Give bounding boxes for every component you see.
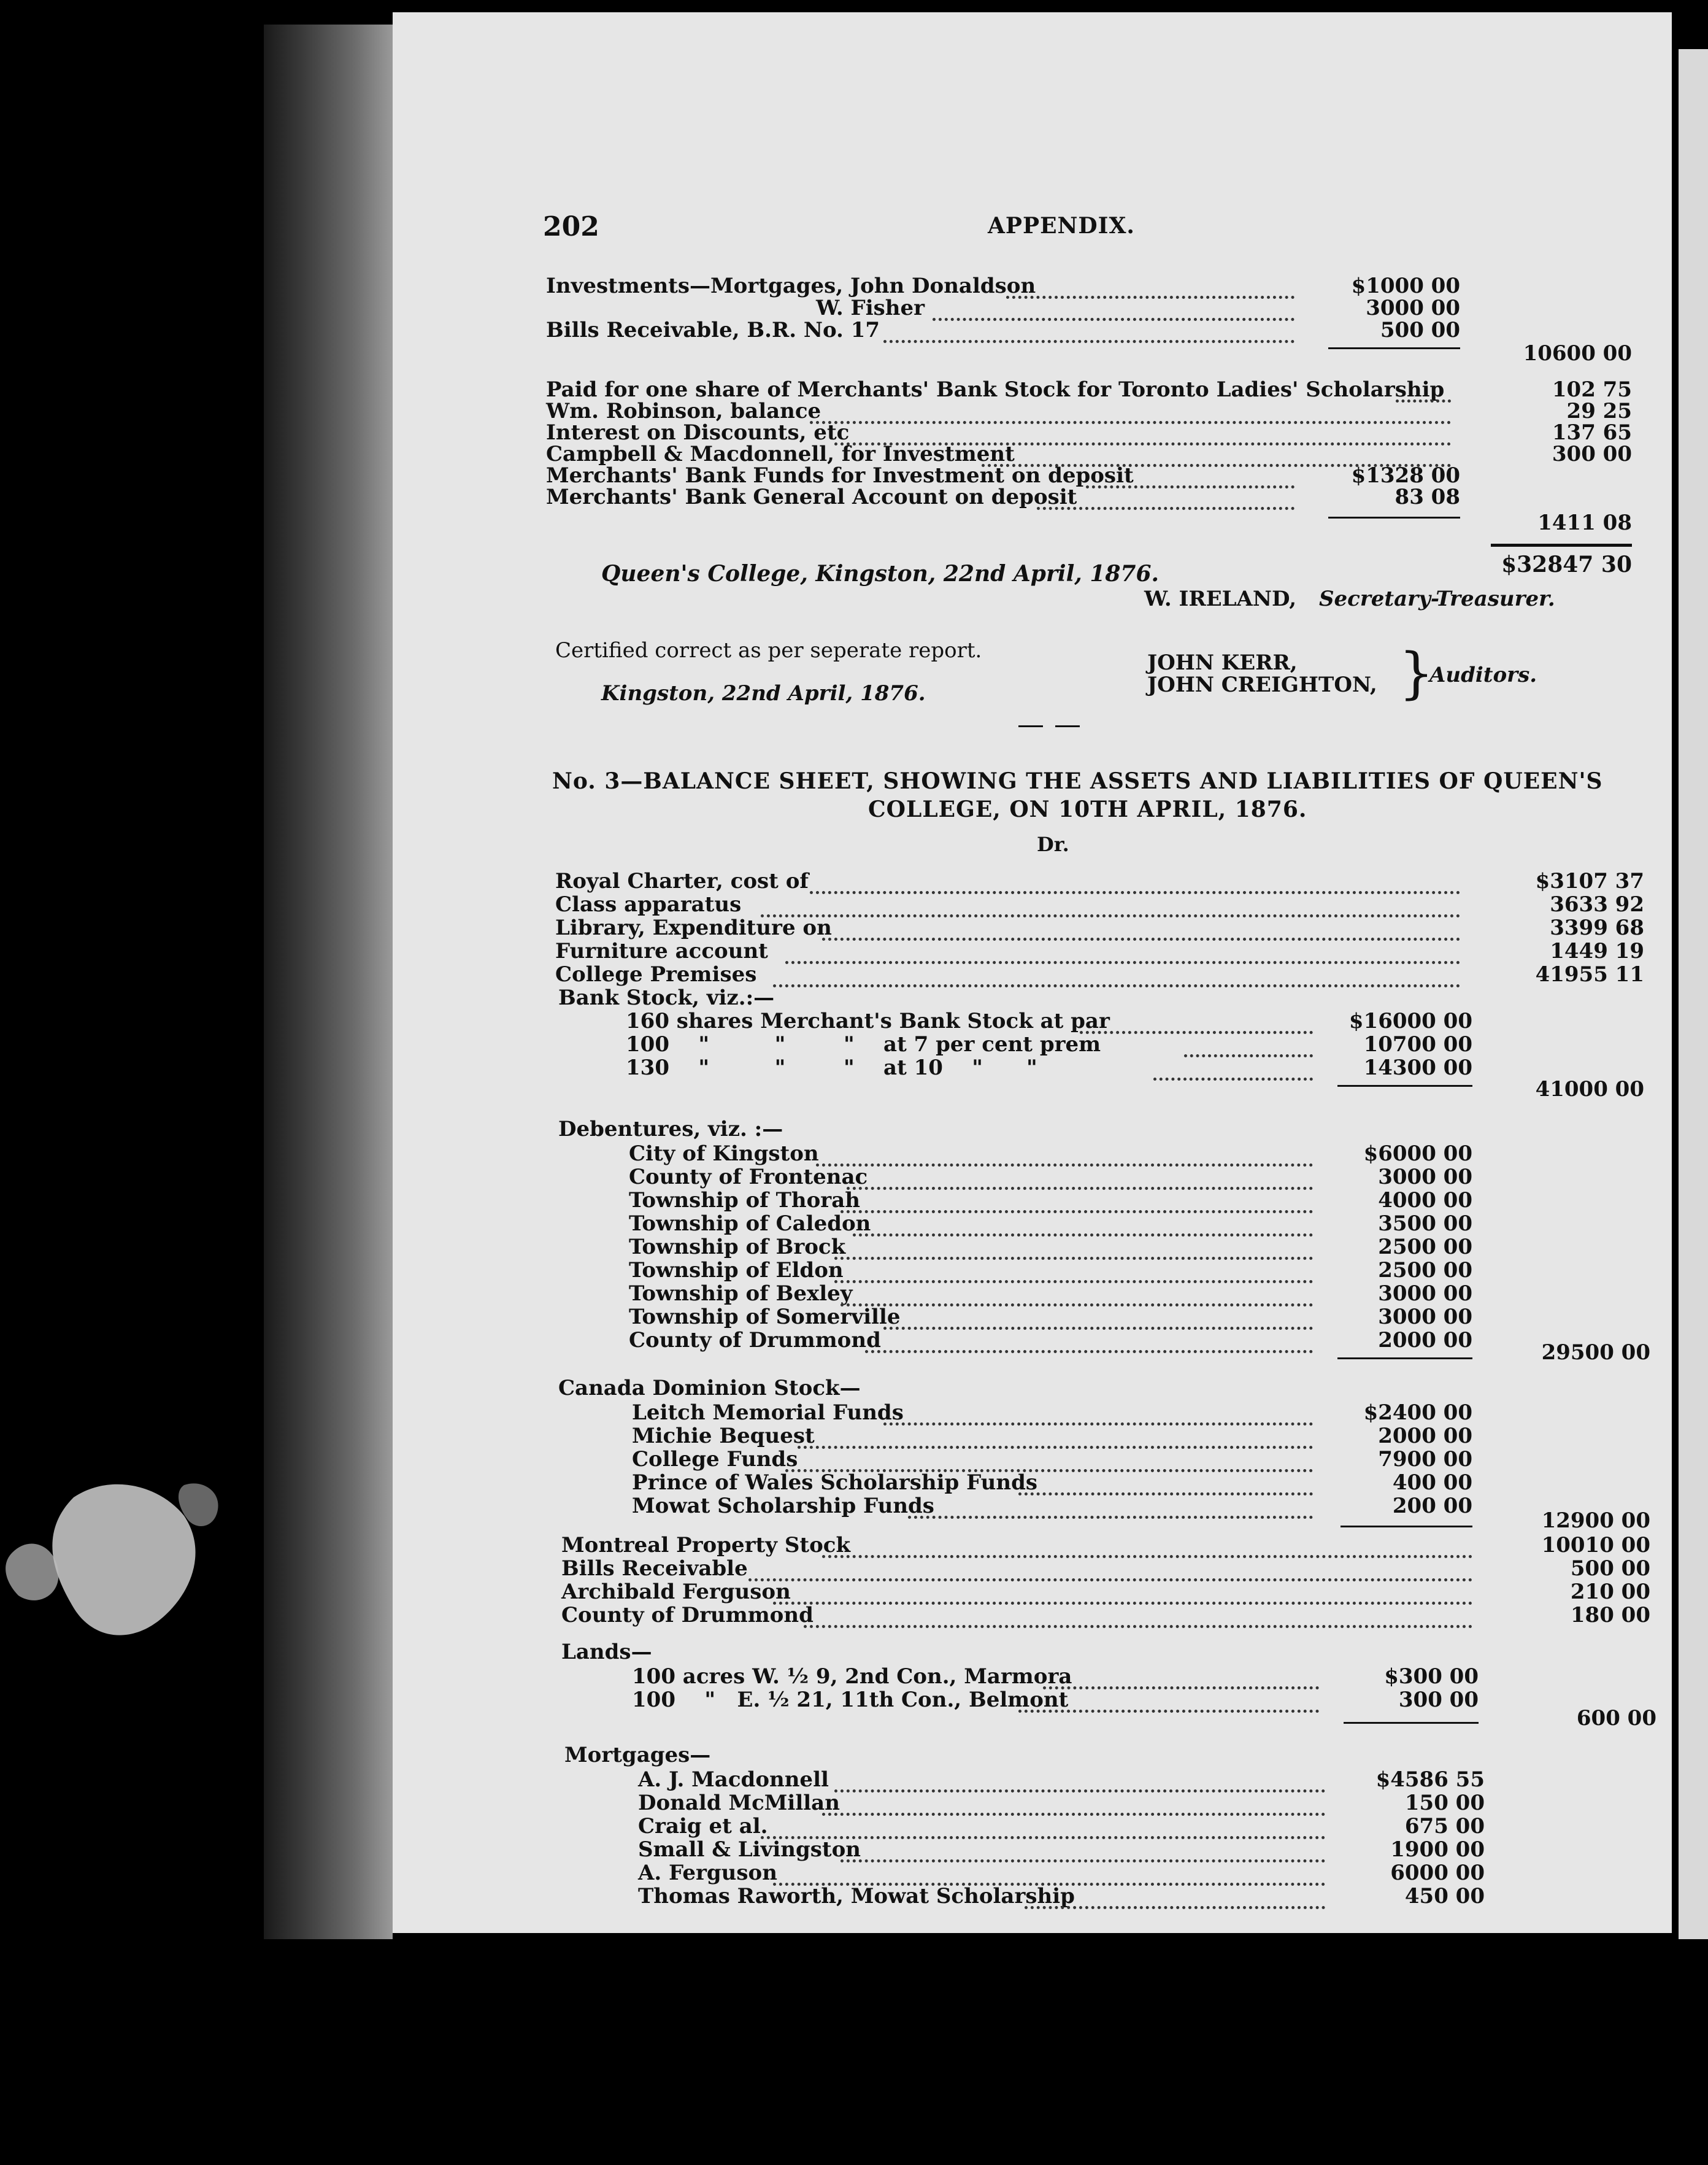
certified-note: Certified correct as per seperate report. (555, 638, 982, 663)
mortgage-row: Donald McMillan (638, 1791, 840, 1815)
item-amount: 29 25 (1566, 399, 1632, 423)
lands-total: 600 00 (1576, 1706, 1656, 1731)
dominion-amount: $2400 00 (1363, 1400, 1472, 1425)
mortgage-amount: 450 00 (1404, 1884, 1485, 1908)
asset-label: Library, Expenditure on (555, 916, 832, 940)
section-title-2: COLLEGE, ON 10TH APRIL, 1876. (868, 797, 1307, 822)
leader-dots (748, 1578, 1472, 1581)
leader-dots (761, 914, 1460, 917)
bank-stock-row: 130 " " " at 10 " " (626, 1055, 1037, 1080)
lands-row: 100 " E. ½ 21, 11th Con., Belmont (632, 1688, 1069, 1712)
dominion-total: 12900 00 (1541, 1508, 1650, 1533)
document-page (393, 12, 1672, 1933)
debenture-row: County of Frontenac (629, 1165, 868, 1189)
leader-dots (853, 1233, 1313, 1237)
leader-dots (1025, 1906, 1325, 1909)
debenture-row: Township of Somerville (629, 1305, 901, 1329)
mortgage-row: Craig et al. (638, 1814, 768, 1839)
deposit-amount: $1328 00 (1351, 463, 1460, 488)
leader-dots (883, 1327, 1313, 1330)
mortgage-row: Small & Livingston (638, 1837, 861, 1862)
mortgage-amount: 6000 00 (1390, 1861, 1485, 1885)
asset-label: College Premises (555, 962, 757, 987)
debenture-row: Township of Bexley (629, 1281, 853, 1306)
leader-dots (822, 938, 1460, 941)
debenture-row: Township of Thorah (629, 1188, 860, 1213)
leader-dots (1006, 296, 1294, 299)
leader-dots (822, 1555, 1472, 1558)
leader-dots (1018, 1710, 1319, 1713)
subtotal-rule (1344, 1722, 1479, 1724)
lands-amount: $300 00 (1384, 1664, 1479, 1689)
leader-dots (822, 1813, 1325, 1816)
divider (1018, 725, 1043, 727)
debenture-row: County of Drummond (629, 1328, 881, 1353)
dominion-amount: 7900 00 (1378, 1447, 1472, 1472)
deposit-label: Merchants' Bank Funds for Investment on deposit (546, 463, 1134, 488)
auditors-label: Auditors. (1429, 663, 1537, 687)
bank-stock-amount: 10700 00 (1363, 1032, 1472, 1057)
dominion-amount: 2000 00 (1378, 1424, 1472, 1448)
asset-label: Royal Charter, cost of (555, 869, 809, 893)
total-rule (1491, 544, 1632, 547)
misc-label: Montreal Property Stock (561, 1533, 851, 1557)
lands-amount: 300 00 (1398, 1688, 1479, 1712)
debenture-amount: 4000 00 (1378, 1188, 1472, 1213)
mortgage-amount: $4586 55 (1375, 1767, 1485, 1792)
leader-dots (841, 1303, 1313, 1306)
grand-total: $32847 30 (1501, 552, 1632, 577)
debenture-row: Township of Caledon (629, 1211, 871, 1236)
leader-dots (1037, 507, 1294, 510)
debenture-amount: 3000 00 (1378, 1165, 1472, 1189)
debenture-row: Township of Brock (629, 1235, 846, 1259)
misc-label: County of Drummond (561, 1603, 814, 1627)
book-spine (264, 25, 393, 1939)
debentures-heading: Debentures, viz. :— (558, 1117, 783, 1141)
leader-dots (883, 340, 1294, 343)
leader-dots (1153, 1078, 1313, 1081)
leader-dots (841, 1859, 1325, 1862)
mortgages-heading: Mortgages— (564, 1743, 711, 1767)
mortgage-row: Thomas Raworth, Mowat Scholarship (638, 1884, 1075, 1908)
asset-amount: 1449 19 (1550, 939, 1644, 963)
misc-amount: 180 00 (1570, 1603, 1650, 1627)
signatory: W. IRELAND, (1144, 587, 1297, 611)
deposits-total: 1411 08 (1537, 511, 1632, 535)
fisher-amount: 3000 00 (1366, 296, 1460, 320)
dominion-row: College Funds (632, 1447, 798, 1472)
leader-dots (1043, 1686, 1319, 1689)
item-label: Interest on Discounts, etc (546, 420, 850, 445)
leader-dots (933, 318, 1294, 321)
leader-dots (1184, 1054, 1313, 1057)
leader-dots (1080, 1031, 1313, 1034)
running-head: APPENDIX. (988, 213, 1135, 239)
misc-label: Archibald Ferguson (561, 1580, 791, 1604)
debenture-amount: $6000 00 (1363, 1141, 1472, 1166)
dominion-amount: 200 00 (1392, 1494, 1472, 1518)
item-label: Wm. Robinson, balance (546, 399, 821, 423)
deposit-label: Merchants' Bank General Account on deposit (546, 485, 1077, 509)
debenture-row: City of Kingston (629, 1141, 819, 1166)
leader-dots (1396, 399, 1451, 403)
leader-dots (883, 1422, 1313, 1426)
leader-dots (1086, 485, 1294, 488)
debenture-amount: 3000 00 (1378, 1305, 1472, 1329)
mortgage-row: A. Ferguson (638, 1861, 777, 1885)
subtotal-rule (1328, 517, 1460, 519)
mortgage-amount: 1900 00 (1390, 1837, 1485, 1862)
mortgage-row: A. J. Macdonnell (638, 1767, 829, 1792)
divider (1055, 725, 1080, 727)
misc-amount: 210 00 (1570, 1580, 1650, 1604)
mortgage-amount: 150 00 (1404, 1791, 1485, 1815)
brace: } (1399, 641, 1434, 706)
debenture-amount: 3000 00 (1378, 1281, 1472, 1306)
bank-stock-amount: $16000 00 (1348, 1009, 1472, 1033)
debenture-amount: 2500 00 (1378, 1258, 1472, 1283)
fisher-label: W. Fisher (816, 296, 925, 320)
dateline-2: Kingston, 22nd April, 1876. (601, 681, 926, 706)
item-amount: 300 00 (1552, 442, 1632, 466)
leader-dots (834, 1257, 1313, 1260)
subtotal-rule (1337, 1085, 1472, 1087)
dominion-amount: 400 00 (1392, 1470, 1472, 1495)
debentures-total: 29500 00 (1541, 1340, 1650, 1365)
bills-label: Bills Receivable, B.R. No. 17 (546, 318, 880, 342)
leader-dots (804, 1625, 1472, 1628)
item-amount: 137 65 (1552, 420, 1632, 445)
leader-dots (865, 1350, 1313, 1353)
leader-dots (798, 1446, 1313, 1449)
investments-amount: $1000 00 (1351, 274, 1460, 298)
bank-stock-heading: Bank Stock, viz.:— (558, 986, 775, 1010)
bank-stock-amount: 14300 00 (1363, 1055, 1472, 1080)
deposit-amount: 83 08 (1394, 485, 1460, 509)
leader-dots (785, 961, 1460, 964)
scan-artifact (0, 1461, 258, 1663)
leader-dots (841, 1210, 1313, 1213)
auditor-2: JOHN CREIGHTON, (1147, 673, 1377, 697)
dr-label: Dr. (1037, 833, 1069, 856)
dominion-row: Leitch Memorial Funds (632, 1400, 904, 1425)
asset-label: Class apparatus (555, 892, 742, 917)
leader-dots (908, 1516, 1313, 1519)
investments-label: Investments—Mortgages, John Donaldson (546, 274, 1036, 298)
leader-dots (834, 1789, 1325, 1793)
misc-label: Bills Receivable (561, 1556, 748, 1581)
dateline: Queen's College, Kingston, 22nd April, 1876. (601, 561, 1160, 587)
bank-stock-total: 41000 00 (1535, 1077, 1644, 1102)
section-title: No. 3—BALANCE SHEET, SHOWING THE ASSETS AND LIABILITIES OF QUEEN'S (552, 768, 1603, 794)
asset-amount: 3399 68 (1550, 916, 1644, 940)
leader-dots (834, 1280, 1313, 1283)
misc-amount: 10010 00 (1541, 1533, 1650, 1557)
debenture-amount: 2000 00 (1378, 1328, 1472, 1353)
asset-amount: $3107 37 (1535, 869, 1644, 893)
subtotal-rule (1337, 1357, 1472, 1359)
asset-amount: 3633 92 (1550, 892, 1644, 917)
mortgage-amount: 675 00 (1404, 1814, 1485, 1839)
subtotal-rule (1341, 1526, 1472, 1527)
page-number: 202 (543, 211, 599, 242)
signatory-title: Secretary-Treasurer. (1319, 587, 1555, 611)
leader-dots (847, 1187, 1313, 1190)
dominion-heading: Canada Dominion Stock— (558, 1376, 861, 1400)
bank-stock-row: 160 shares Merchant's Bank Stock at par (626, 1009, 1110, 1033)
dominion-row: Mowat Scholarship Funds (632, 1494, 934, 1518)
leader-dots (810, 891, 1460, 894)
leader-dots (816, 1164, 1313, 1167)
misc-amount: 500 00 (1570, 1556, 1650, 1581)
asset-amount: 41955 11 (1535, 962, 1644, 987)
lands-heading: Lands— (561, 1640, 652, 1664)
debenture-amount: 2500 00 (1378, 1235, 1472, 1259)
item-amount: 102 75 (1552, 377, 1632, 402)
debenture-amount: 3500 00 (1378, 1211, 1472, 1236)
debenture-row: Township of Eldon (629, 1258, 844, 1283)
item-label: Paid for one share of Merchants' Bank Stock for Toronto Ladies' Scholarship (546, 377, 1445, 402)
dominion-row: Prince of Wales Scholarship Funds (632, 1470, 1038, 1495)
leader-dots (773, 984, 1460, 987)
auditor-1: JOHN KERR, (1147, 650, 1298, 675)
lands-row: 100 acres W. ½ 9, 2nd Con., Marmora (632, 1664, 1072, 1689)
subtotal-rule (1328, 347, 1460, 349)
leader-dots (1018, 1492, 1313, 1495)
leader-dots (773, 1602, 1472, 1605)
bills-amount: 500 00 (1380, 318, 1460, 342)
investments-total: 10600 00 (1523, 341, 1632, 366)
leader-dots (810, 421, 1451, 424)
item-label: Campbell & Macdonnell, for Investment (546, 442, 1015, 466)
asset-label: Furniture account (555, 939, 768, 963)
facing-page-edge (1679, 49, 1708, 1939)
bank-stock-row: 100 " " " at 7 per cent prem (626, 1032, 1101, 1057)
dominion-row: Michie Bequest (632, 1424, 815, 1448)
